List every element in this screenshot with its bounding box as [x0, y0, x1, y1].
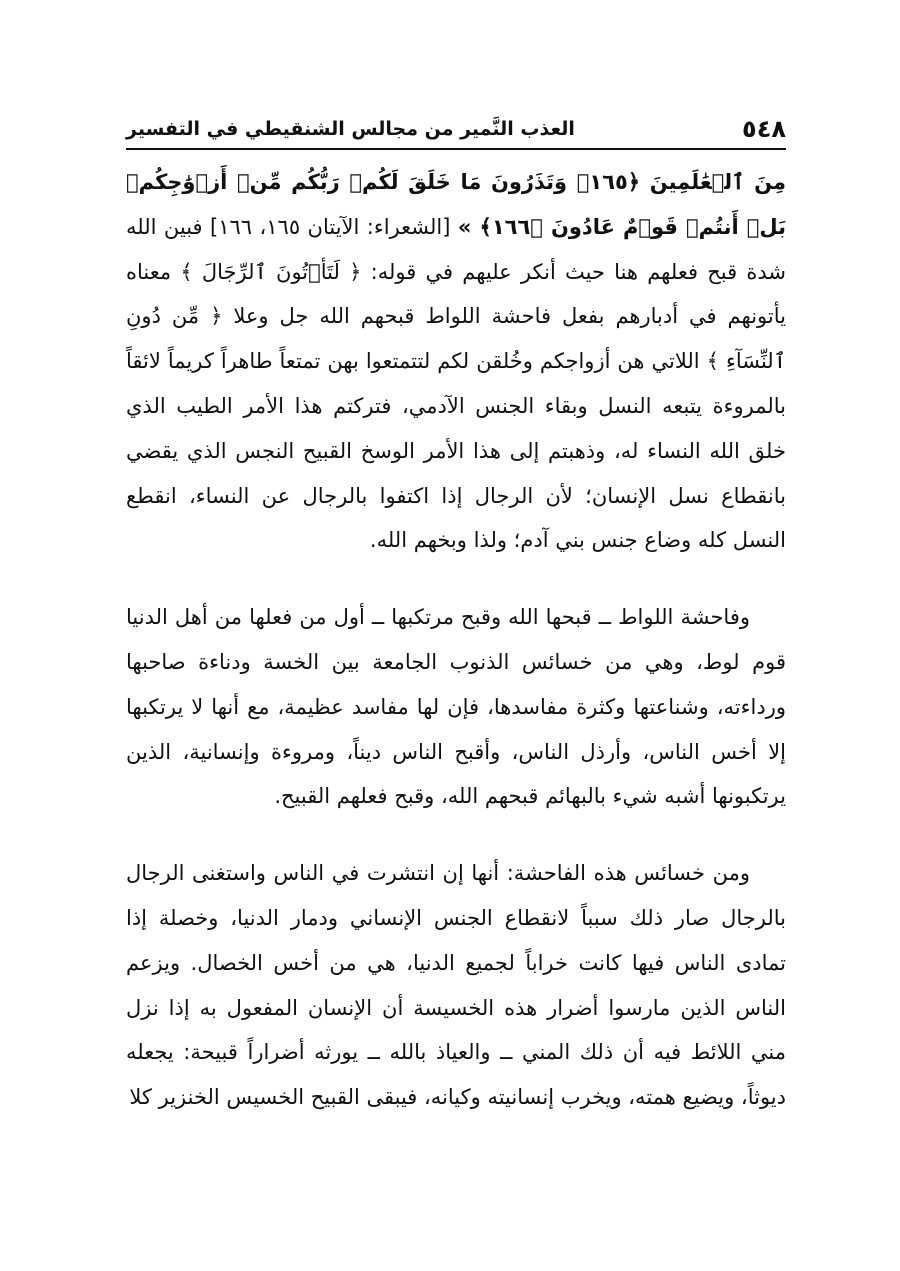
paragraph-2: وفاحشة اللواط ــ قبحها الله وقبح مرتكبها ــ أول من فعلها من أهل الدنيا قوم لوط، وهي من خسائس الذنوب الجامعة بين الخسة ودناءة صاحبها ورداءته، وشناعتها وكثرة مفاسدها، فإن لها مفاسد عظيمة، مع أنها لا يرتكبها إلا أخس الناس، وأرذل الناس، وأقبح الناس ديناً، ومروءة وإنسانية، الذين يرتكبونها أشبه شيء بالبهائم قبحهم الله، وقبح فعلهم القبيح.: [126, 605, 786, 809]
quran-verse: مِنَ ٱلۡعَٰلَمِينَ ﴿١٦٥﴾ وَتَذَرُونَ مَا خَلَقَ لَكُمۡ رَبُّكُم مِّنۡ أَزۡوَٰجِكُمۚ بَلۡ أَنتُمۡ قَوۡمٌ عَادُونَ ﴿١٦٦﴾ »: [126, 170, 787, 239]
page-header: [126, 112, 786, 150]
paragraph-3: ومن خسائس هذه الفاحشة: أنها إن انتشرت في الناس واستغنى الرجال بالرجال صار ذلك سبباً لانقطاع الجنس الإنساني ودمار الدنيا، وخصلة إذا تمادى الناس فيها كانت خراباً لجميع الدنيا، هي من أخس الخصال. ويزعم الناس الذين مارسوا أضرار هذه الخسيسة أن الإنسان المفعول به إذا نزل مني اللائط فيه أن ذلك المني ــ والعياذ بالله ــ يورثه أضراراً قبيحة: يجعله ديوثاً، ويضيع همته، ويخرب إنسانيته وكيانه، فيبقى القبيح الخسيس الخنزير كلا: [126, 861, 786, 1110]
paragraph-1: [126, 160, 786, 563]
running-title: العذب النَّمير من مجالس الشنقيطي في التفسير: [126, 118, 575, 140]
page-number: ٥٤٨: [742, 115, 786, 143]
paragraph-spacer: [126, 563, 786, 595]
paragraph-spacer: [126, 819, 786, 851]
paragraph-1-text: [الشعراء: الآيتان ١٦٥، ١٦٦] فبين الله شدة قبح فعلهم هنا حيث أنكر عليهم في قوله: ﴿ لَتَأۡتُونَ ٱلرِّجَالَ ﴾ معناه يأتونهم في أدبارهم بفعل فاحشة اللواط قبحهم الله جل وعلا ﴿ مِّن دُونِ ٱلنِّسَآءِ ﴾ اللاتي هن أزواجكم وخُلقن لكم لتتمتعوا بهن تمتعاً طاهراً كريماً لائقاً بالمروءة يتبعه النسل وبقاء الجنس الآدمي، فتركتم هذا الأمر الطيب الذي خلق الله النساء له، وذهبتم إلى هذا الأمر الوسخ القبيح النجس الذي يقضي بانقطاع نسل الإنسان؛ لأن الرجال إذا اكتفوا بالرجال عن النساء، انقطع النسل كله وضاع جنس بني آدم؛ ولذا وبخهم الله.: [126, 214, 786, 553]
page-body: [126, 160, 786, 1120]
book-page: [126, 112, 786, 1192]
